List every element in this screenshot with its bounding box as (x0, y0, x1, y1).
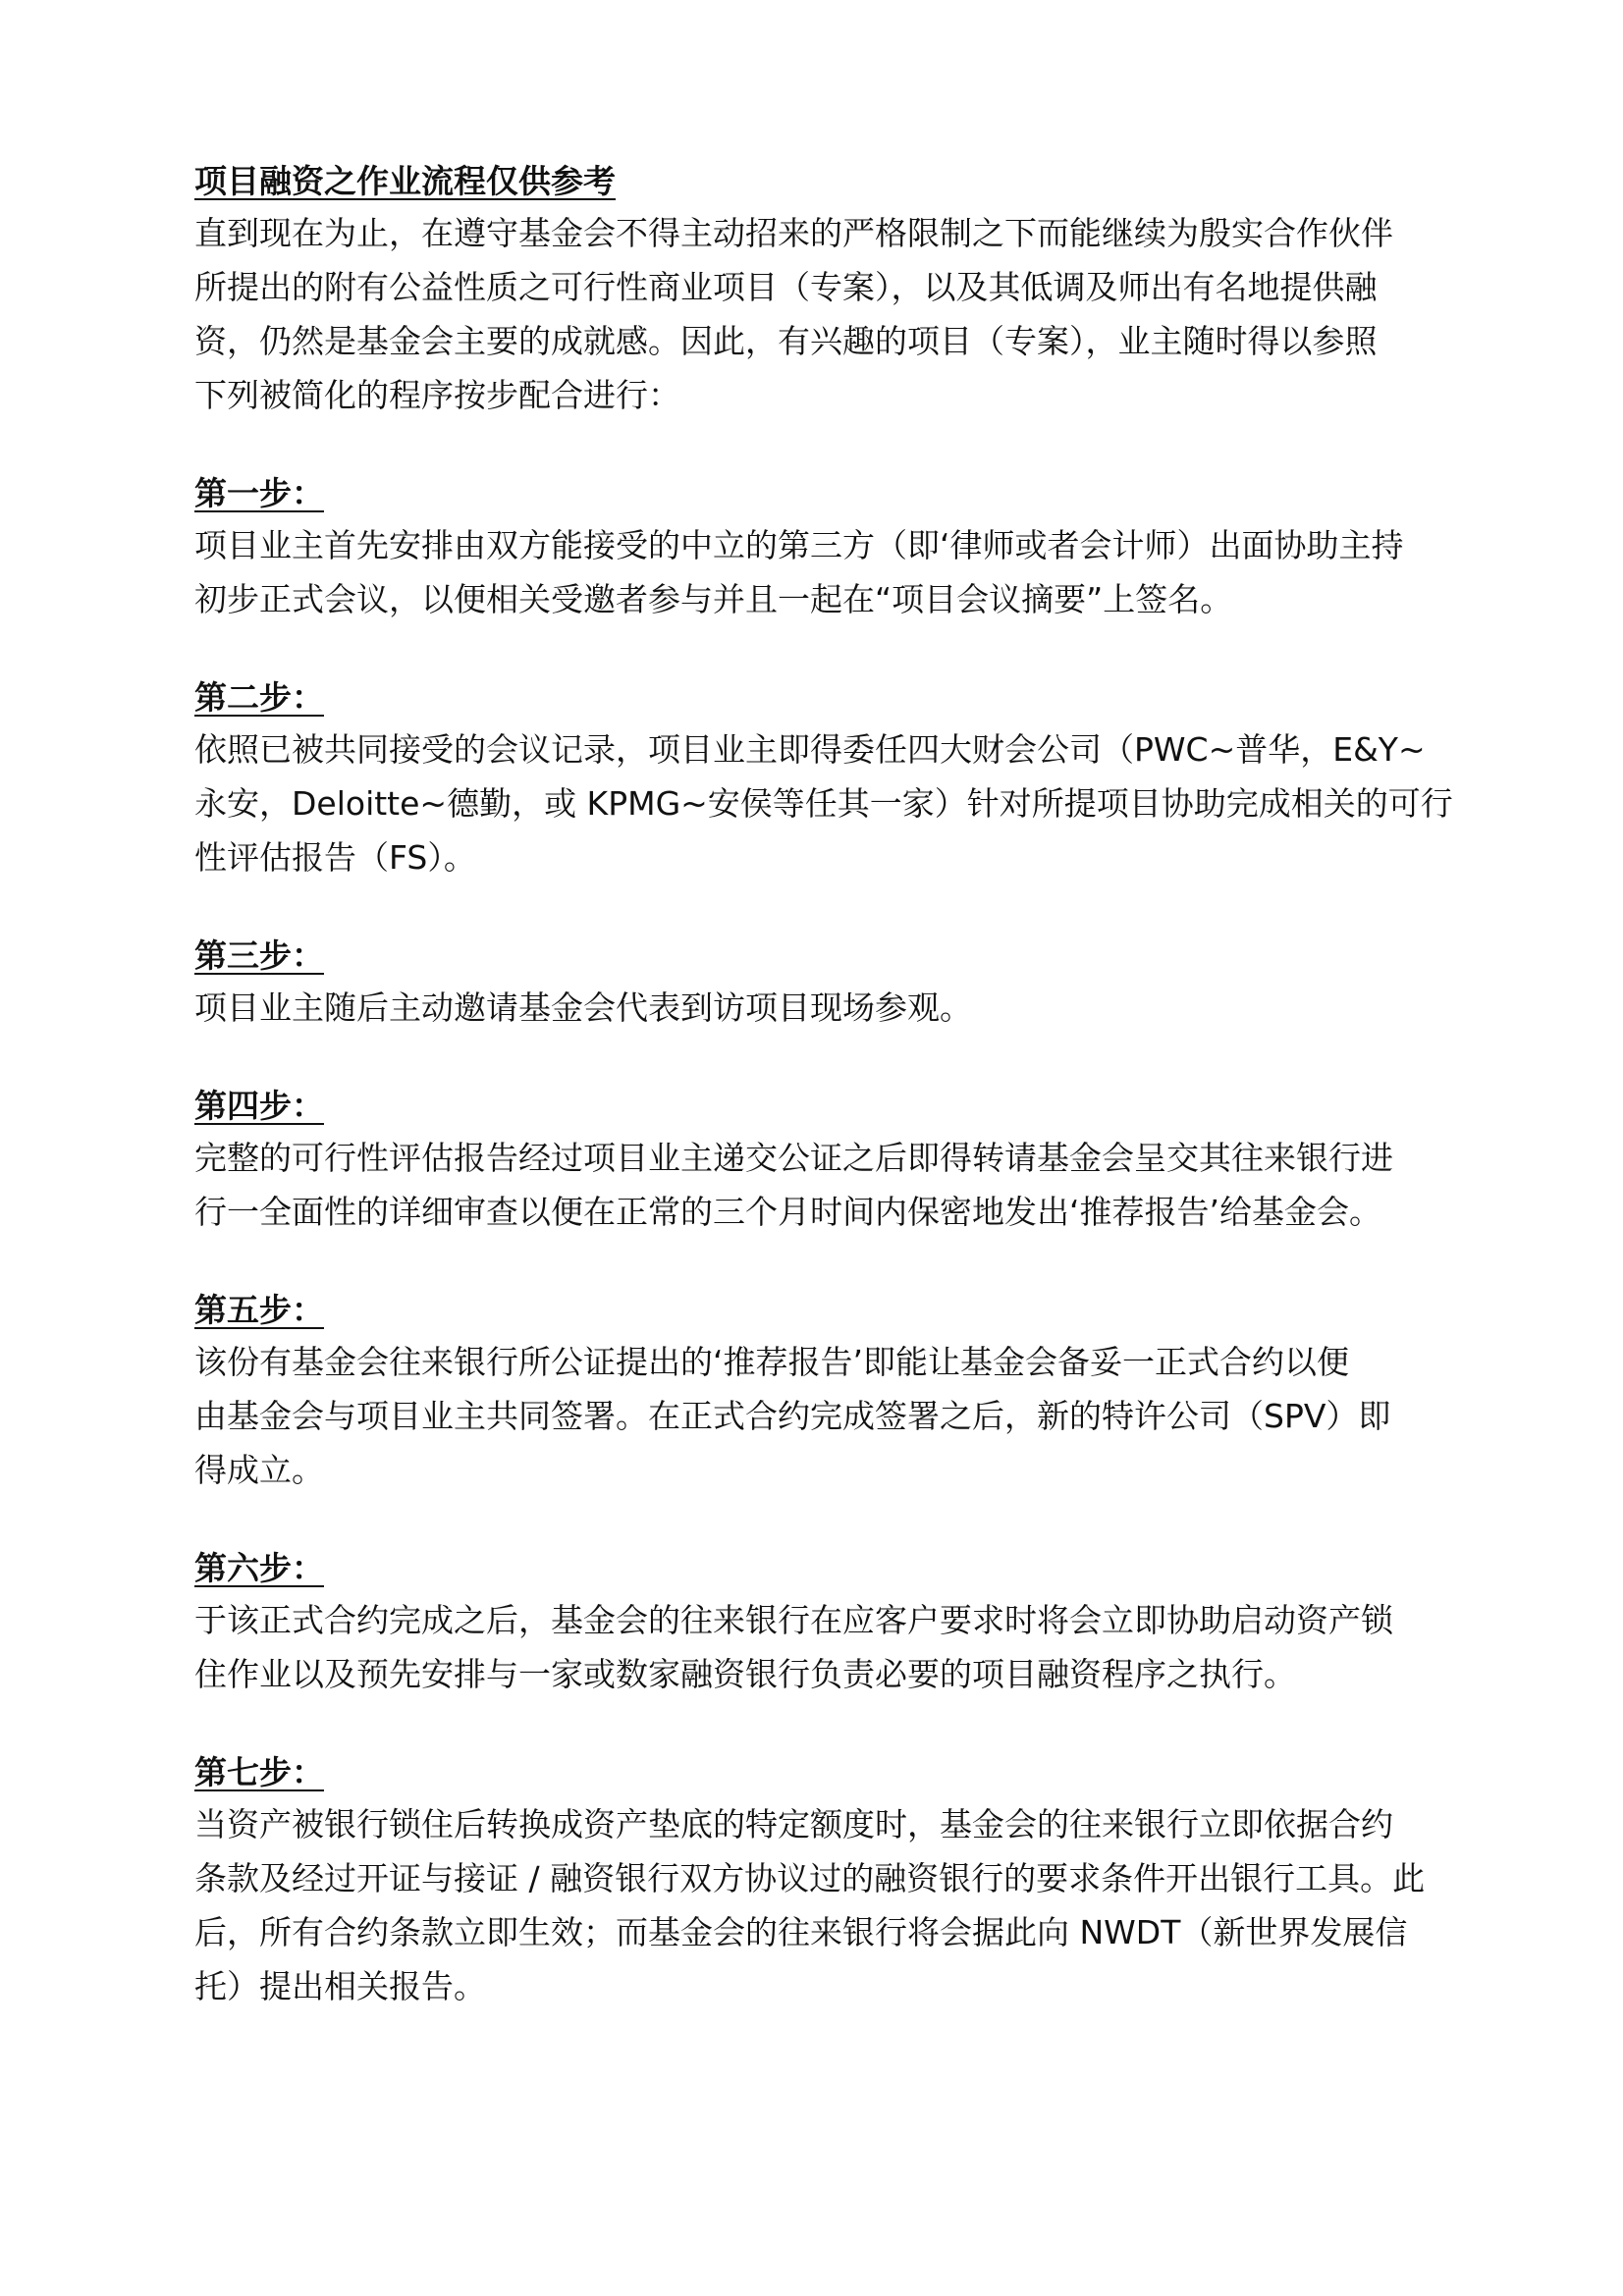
document-page (194, 157, 1471, 2013)
step-2-line: 依照已被共同接受的会议记录，项目业主即得委任四大财会公司（PWC~普华，E&Y~ (194, 730, 1426, 769)
step-2-line: 性评估报告（FS）。 (194, 838, 476, 877)
step-2-heading: 第二步： (194, 678, 324, 717)
step-6-section (194, 1544, 1471, 1701)
step-1-line: 初步正式会议，以便相关受邀者参与并且一起在“项目会议摘要”上签名。 (194, 580, 1233, 618)
step-5-heading: 第五步： (194, 1291, 324, 1329)
step-7-line: 条款及经过开证与接证 / 融资银行双方协议过的融资银行的要求条件开出银行工具。此 (194, 1859, 1426, 1897)
step-1-section (194, 469, 1471, 626)
intro-line: 下列被简化的程序按步配合进行： (194, 376, 680, 414)
step-6-heading: 第六步： (194, 1549, 324, 1587)
step-4-section (194, 1082, 1471, 1239)
step-7-line: 后，所有合约条款立即生效；而基金会的往来银行将会据此向 NWDT（新世界发展信 (194, 1913, 1408, 1951)
step-4-line: 完整的可行性评估报告经过项目业主递交公证之后即得转请基金会呈交其往来银行进 (194, 1139, 1393, 1177)
step-1-line: 项目业主首先安排由双方能接受的中立的第三方（即‘律师或者会计师）出面协助主持 (194, 526, 1404, 564)
step-3-line: 项目业主随后主动邀请基金会代表到访项目现场参观。 (194, 988, 972, 1027)
step-5-line: 得成立。 (194, 1451, 324, 1489)
document-title: 项目融资之作业流程仅供参考 (194, 162, 616, 200)
step-4-line: 行一全面性的详细审查以便在正常的三个月时间内保密地发出‘推荐报告’给基金会。 (194, 1193, 1381, 1231)
step-7-section (194, 1748, 1471, 2013)
step-2-section (194, 673, 1471, 884)
step-7-heading: 第七步： (194, 1753, 324, 1791)
step-5-section (194, 1286, 1471, 1497)
intro-line: 直到现在为止，在遵守基金会不得主动招来的严格限制之下而能继续为殷实合作伙伴 (194, 214, 1393, 252)
step-3-heading: 第三步： (194, 936, 324, 975)
step-2-line: 永安，Deloitte~德勤，或 KPMG~安侯等任其一家）针对所提项目协助完成相关的可行 (194, 784, 1453, 823)
step-5-line: 由基金会与项目业主共同签署。在正式合约完成签署之后，新的特许公司（SPV）即 (194, 1397, 1391, 1435)
step-4-heading: 第四步： (194, 1087, 324, 1125)
step-1-heading: 第一步： (194, 474, 324, 512)
step-3-section (194, 932, 1471, 1035)
intro-line: 资，仍然是基金会主要的成就感。因此，有兴趣的项目（专案），业主随时得以参照 (194, 322, 1378, 360)
intro-line: 所提出的附有公益性质之可行性商业项目（专案），以及其低调及师出有名地提供融 (194, 268, 1378, 306)
step-6-line: 住作业以及预先安排与一家或数家融资银行负责必要的项目融资程序之执行。 (194, 1655, 1296, 1693)
step-7-line: 托）提出相关报告。 (194, 1967, 486, 2005)
step-7-line: 当资产被银行锁住后转换成资产垫底的特定额度时，基金会的往来银行立即依据合约 (194, 1805, 1393, 1843)
intro-paragraph (194, 206, 1471, 422)
step-5-line: 该份有基金会往来银行所公证提出的‘推荐报告’即能让基金会备妥一正式合约以便 (194, 1343, 1349, 1381)
step-6-line: 于该正式合约完成之后，基金会的往来银行在应客户要求时将会立即协助启动资产锁 (194, 1601, 1393, 1639)
